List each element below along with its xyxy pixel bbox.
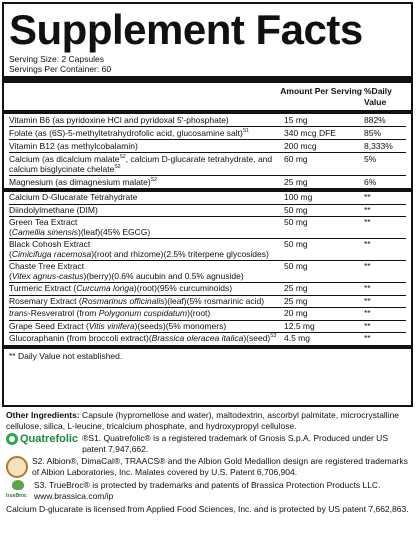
amount-per-serving: 100 mg: [284, 192, 313, 202]
ingredient-name-text: Calcium D-Glucarate Tetrahydrate: [9, 192, 138, 202]
nutrient-name: [9, 128, 284, 138]
table-row: [9, 282, 406, 295]
amount-per-serving: 50 mg: [284, 261, 308, 271]
ingredient-detail: )(root and rhizome)(2.5% triterpene glycosides): [91, 248, 269, 259]
ingredient-name: [9, 284, 284, 294]
footnote-ref: S2: [119, 154, 126, 161]
ingredient-name: [9, 240, 284, 259]
other-ingredients-text: Capsule (hypromellose and water), maltodextrin, ascorbyl palmitate, microcrystalline cellulose, silica, L-leucine, tricalcium phosphate, and hydroxypropyl cellulose.: [6, 410, 400, 431]
table-row: [9, 204, 406, 217]
table-row: [9, 139, 406, 152]
ingredient-name: [9, 334, 284, 344]
quatrefolic-logo-text: Quatrefolic: [20, 433, 79, 445]
amount-per-serving: 340 mcg DFE: [284, 128, 336, 138]
daily-value: **: [364, 308, 371, 318]
broccoli-icon: [12, 480, 24, 490]
table-row: [9, 126, 406, 139]
daily-value: **: [364, 295, 371, 306]
trademark-s2-text: S2. Albion®, DimaCal®, TRAACS® and the Albion Gold Medallion design are registered trademarks of Albion Laboratories, Inc. Malates covered by U.S. Patent 6,706,904.: [32, 456, 408, 477]
ingredient-detail: )(leaf)(45% EGCG): [77, 226, 151, 237]
daily-value: **: [364, 283, 371, 293]
ingredient-name-text: Grape Seed Extract (: [9, 320, 89, 331]
quatrefolic-logo: [6, 433, 78, 445]
nutrient-name-rest: , calcium D-glucarate tetrahydrate, and calcium bisglycinate chelate: [9, 154, 273, 174]
amount-per-serving: 20 mg: [284, 308, 308, 318]
daily-value: **: [364, 261, 371, 271]
footnote-ref: S2: [150, 177, 157, 184]
table-row: [9, 307, 406, 320]
ingredient-name: [9, 206, 284, 216]
nutrient-name-text: Magnesium (as dimagnesium malate): [9, 177, 151, 187]
ingredient-name: [9, 297, 284, 307]
amount-per-serving: 25 mg: [284, 283, 308, 293]
vitamins-minerals-list: [9, 114, 406, 188]
amount-per-serving: 4.5 mg: [284, 333, 310, 343]
amount-per-serving: 60 mg: [284, 154, 308, 164]
table-row: [9, 152, 406, 175]
footnote-ref: S1: [242, 128, 249, 135]
table-header: [9, 83, 406, 110]
nutrient-name-text: Vitamin B6 (as pyridoxine HCl and pyridoxal 5'-phosphate): [9, 115, 229, 125]
ingredient-paren: (: [9, 248, 12, 259]
thick-divider: [4, 76, 411, 83]
ingredient-detail: )(berry)(0.6% aucubin and 0.5% agnuside): [83, 270, 244, 281]
ingredient-name-text: Black Cohosh Extract: [9, 239, 91, 249]
daily-value: **: [364, 333, 371, 343]
ingredient-name-text: Diindolylmethane (DIM): [9, 204, 98, 215]
botanical-name: Brassica oleracea italica: [151, 333, 244, 343]
table-row: [9, 332, 406, 345]
ingredient-detail: )(root): [187, 308, 211, 318]
botanical-name: Cimicifuga racemosa: [11, 248, 92, 259]
ingredient-name: [9, 309, 284, 319]
nutrient-name-text: Calcium (as dicalcium malate: [9, 154, 120, 164]
ingredient-name: [9, 193, 284, 203]
trademark-s3: [6, 480, 410, 502]
panel-title: Supplement Facts: [9, 6, 363, 53]
nutrient-name-text: Folate (as (6S)-5-methyltetrahydrofolic acid, glucosamine salt): [9, 128, 243, 138]
truebroc-logo: [6, 480, 30, 502]
trademark-s2: [6, 456, 410, 478]
other-ingredients: [6, 410, 410, 431]
table-row: [9, 192, 406, 204]
botanical-name: Polygonum cuspidatum: [98, 308, 188, 318]
quatrefolic-leaf-icon: [6, 433, 18, 445]
ingredient-detail: )(seeds)(5% monomers): [134, 320, 227, 331]
label-fine-print: [6, 410, 410, 515]
table-row: [9, 295, 406, 308]
ingredient-name-text: Chaste Tree Extract: [9, 261, 85, 271]
table-row: [9, 260, 406, 282]
daily-value: **: [364, 217, 371, 227]
daily-value: **: [364, 204, 371, 215]
table-row: [9, 320, 406, 333]
table-row: [9, 238, 406, 260]
supplement-facts-panel: [2, 2, 413, 407]
ingredient-detail: )(root)(95% curcuminoids): [133, 283, 233, 293]
botanical-name: Vitis vinifera: [88, 320, 135, 331]
other-ingredients-label: Other Ingredients:: [6, 410, 80, 420]
daily-value: **: [364, 192, 371, 202]
footnote: ** Daily Value not established.: [9, 350, 123, 361]
servings-per-container: Servings Per Container: 60: [9, 64, 112, 74]
trademark-s1: [6, 433, 410, 454]
header-amount: Amount Per Serving: [280, 86, 362, 96]
table-row: [9, 175, 406, 188]
ingredient-name: [9, 218, 284, 237]
truebroc-logo-text: trueBroc: [6, 493, 27, 499]
ingredient-name-text: Turmeric Extract (: [9, 283, 77, 293]
table-row: [9, 216, 406, 238]
ingredient-name: [9, 322, 284, 332]
botanical-name: Curcuma longa: [76, 283, 134, 293]
amount-per-serving: 50 mg: [284, 217, 308, 227]
trademark-s3-text: S3. TrueBroc® is protected by trademarks and patents of Brassica Protection Products LLC. www.brassica.com/ip: [34, 480, 381, 501]
table-row: [9, 114, 406, 126]
ingredient-name-text: Glucoraphanin (from broccoli extract)(: [9, 333, 152, 343]
botanical-name: Vitex agnus-castus: [11, 270, 84, 281]
botanical-name: Rosmarinus officinalis: [81, 295, 165, 306]
nutrient-name: [9, 154, 284, 174]
ingredient-name: [9, 262, 284, 281]
daily-value: 6%: [364, 177, 377, 187]
other-ingredients-list: [9, 192, 406, 345]
footnote-ref: S3: [270, 333, 277, 340]
daily-value: 882%: [364, 115, 386, 125]
trademark-s1-text: ®S1. Quatrefolic® is a registered trademark of Gnosis S.p.A. Produced under US patent 7,947,662.: [82, 433, 388, 454]
ingredient-paren: (: [9, 270, 12, 281]
ingredient-name-text: Rosemary Extract (: [9, 295, 82, 306]
nutrient-name: [9, 177, 284, 187]
nutrient-name: [9, 141, 284, 151]
ingredient-name-text: Green Tea Extract: [9, 217, 78, 227]
serving-size: Serving Size: 2 Capsules: [9, 54, 104, 64]
amount-per-serving: 200 mcg: [284, 141, 317, 151]
nutrient-name: [9, 115, 284, 125]
ingredient-detail: )(leaf)(5% rosmarinic acid): [164, 295, 265, 306]
albion-medallion-icon: [6, 456, 28, 478]
ingredient-name-italic: trans: [9, 308, 28, 318]
amount-per-serving: 25 mg: [284, 295, 308, 306]
ingredient-detail: )(seed): [243, 333, 271, 343]
botanical-name: Camellia sinensis: [11, 226, 78, 237]
daily-value: 8,333%: [364, 141, 393, 151]
amount-per-serving: 50 mg: [284, 204, 308, 215]
daily-value: 5%: [364, 154, 377, 164]
daily-value: **: [364, 239, 371, 249]
amount-per-serving: 25 mg: [284, 177, 308, 187]
daily-value: 85%: [364, 128, 382, 138]
footnote-ref: S2: [114, 164, 121, 171]
amount-per-serving: 12.5 mg: [284, 320, 315, 331]
calcium-glucarate-note: Calcium D-glucarate is licensed from Applied Food Sciences, Inc. and is protected by US patent 7,662,863.: [6, 504, 409, 514]
nutrient-name-text: Vitamin B12 (as methylcobalamin): [9, 141, 138, 151]
ingredient-name-text: -Resveratrol (from: [27, 308, 99, 318]
amount-per-serving: 50 mg: [284, 239, 308, 249]
daily-value: **: [364, 320, 371, 331]
header-dv: %Daily Value: [364, 86, 392, 107]
ingredient-paren: (: [9, 226, 12, 237]
amount-per-serving: 15 mg: [284, 115, 308, 125]
